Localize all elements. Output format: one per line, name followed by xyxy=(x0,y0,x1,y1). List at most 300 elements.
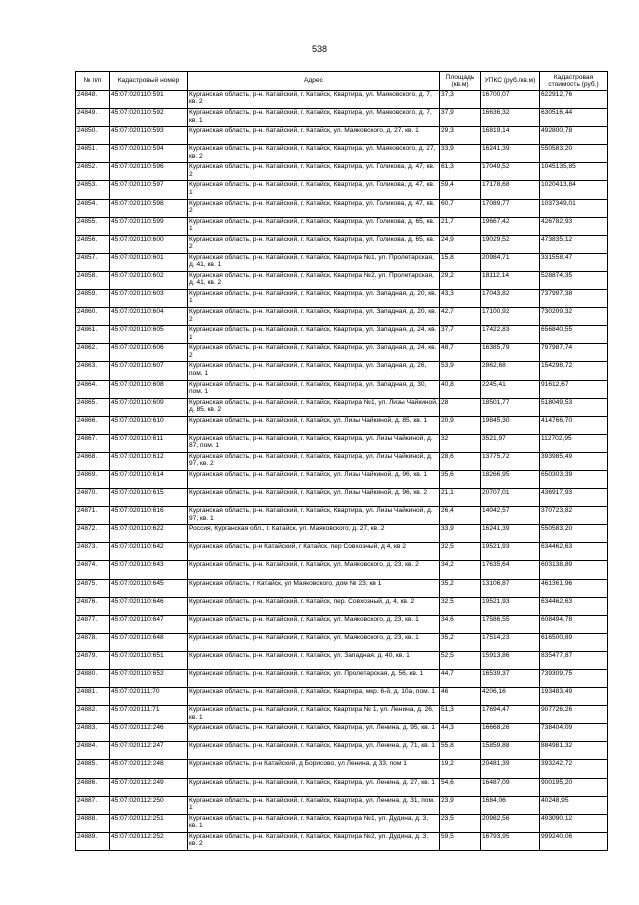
cadastral-cost-cell: 393242,72 xyxy=(540,760,608,778)
cadastral-cost-cell: 426782,93 xyxy=(540,217,608,235)
cadastral-number-cell: 45:07:020112:247 xyxy=(110,742,188,760)
cadastral-number-cell: 45:07:020110:622 xyxy=(110,525,188,543)
cadastral-number-cell: 45:07:020110:609 xyxy=(110,398,188,416)
cadastral-number-cell: 45:07:020110:651 xyxy=(110,651,188,669)
row-number-cell: 24852. xyxy=(76,163,110,181)
cadastral-number-cell: 45:07:020110:598 xyxy=(110,199,188,217)
upks-cell: 18501,77 xyxy=(481,398,540,416)
table-row xyxy=(76,796,608,814)
row-number-cell: 24865. xyxy=(76,398,110,416)
area-cell: 26,4 xyxy=(440,507,481,525)
area-cell: 21,1 xyxy=(440,489,481,507)
area-cell: 35,2 xyxy=(440,579,481,597)
area-cell: 44,7 xyxy=(440,670,481,688)
cadastral-number-cell: 45:07:020110:647 xyxy=(110,615,188,633)
cadastral-number-cell: 45:07:020110:599 xyxy=(110,217,188,235)
cadastral-number-cell: 45:07:020110:593 xyxy=(110,127,188,145)
cadastral-number-cell: 45:07:020110:648 xyxy=(110,633,188,651)
row-number-cell: 24889. xyxy=(76,832,110,850)
row-number-cell: 24857. xyxy=(76,253,110,271)
address-cell: Курганская область, р-н. Катайский, г. Катайск, Квартира №1, ул. Пролетарская, д. 41, кв. 1 xyxy=(188,253,440,271)
table-row xyxy=(76,724,608,742)
cadastral-number-cell: 45:07:020110:612 xyxy=(110,452,188,470)
row-number-cell: 24854. xyxy=(76,199,110,217)
row-number-cell: 24873. xyxy=(76,543,110,561)
row-number-cell: 24875. xyxy=(76,579,110,597)
area-cell: 37,7 xyxy=(440,326,481,344)
header-cadastral-number: Кадастровый номер xyxy=(110,72,188,91)
cadastral-cost-cell: 884981,32 xyxy=(540,742,608,760)
header-cadastral-cost: Кадастровая стоимость (руб.) xyxy=(540,72,608,91)
cadastral-number-cell: 45:07:020112:251 xyxy=(110,814,188,832)
cadastral-cost-cell: 393985,49 xyxy=(540,452,608,470)
address-cell: Курганская область, р-н. Катайский, г. Катайск, Квартира, ул. Ленина, д. 71, кв. 1 xyxy=(188,742,440,760)
address-cell: Курганская область, р-н. Катайский, г. Катайск, ул. Лизы Чайкиной, д. 96, кв. 2 xyxy=(188,489,440,507)
upks-cell: 16241,39 xyxy=(481,525,540,543)
area-cell: 32,5 xyxy=(440,597,481,615)
row-number-cell: 24871. xyxy=(76,507,110,525)
cadastral-number-cell: 45:07:020111:70 xyxy=(110,688,188,706)
cadastral-number-cell: 45:07:020110:594 xyxy=(110,145,188,163)
upks-cell: 17089,77 xyxy=(481,199,540,217)
upks-cell: 17043,82 xyxy=(481,290,540,308)
address-cell: Курганская область, р-н. Катайский, г. Катайск, Квартира №1, ул. Лизы Чайкиной, д. 85, кв. 2 xyxy=(188,398,440,416)
table-row xyxy=(76,163,608,181)
cadastral-cost-cell: 835477,87 xyxy=(540,651,608,669)
address-cell: Курганская область, р-н. Катайский, г. Катайск, Квартира, ул. Западная, д. 20, кв. 2 xyxy=(188,308,440,326)
area-cell: 46 xyxy=(440,688,481,706)
row-number-cell: 24870. xyxy=(76,489,110,507)
row-number-cell: 24855. xyxy=(76,217,110,235)
area-cell: 29,3 xyxy=(440,127,481,145)
table-row xyxy=(76,199,608,217)
cadastral-number-cell: 45:07:020110:606 xyxy=(110,344,188,362)
address-cell: Курганская область, р-н Катайский, г Катайск, пер Совхозный, д 4, кв 2 xyxy=(188,543,440,561)
cadastral-number-cell: 45:07:020110:604 xyxy=(110,308,188,326)
table-row xyxy=(76,434,608,452)
row-number-cell: 24849. xyxy=(76,109,110,127)
upks-cell: 19029,52 xyxy=(481,235,540,253)
cadastral-number-cell: 45:07:020110:642 xyxy=(110,543,188,561)
address-cell: Курганская область, р-н. Катайский, г. Катайск, Квартира, ул. Лизы Чайкиной, д. 97, кв. 2 xyxy=(188,452,440,470)
upks-cell: 13775,72 xyxy=(481,452,540,470)
table-row xyxy=(76,543,608,561)
cadastral-cost-cell: 634462,63 xyxy=(540,597,608,615)
upks-cell: 1684,06 xyxy=(481,796,540,814)
row-number-cell: 24881. xyxy=(76,688,110,706)
table-row xyxy=(76,579,608,597)
cadastral-cost-cell: 461361,96 xyxy=(540,579,608,597)
table-row xyxy=(76,181,608,199)
cadastral-cost-cell: 634462,63 xyxy=(540,543,608,561)
address-cell: Курганская область, р-н Катайский, д Борисово, ул Ленина, д 33, пом 1 xyxy=(188,760,440,778)
cadastral-cost-cell: 622912,76 xyxy=(540,91,608,109)
address-cell: Курганская область, р-н. Катайский, г. Катайск, пер. Совхозный, д. 4, кв. 2 xyxy=(188,597,440,615)
address-cell: Курганская область, р-н. Катайский, г. Катайск, ул. Западная, д. 40, кв. 1 xyxy=(188,651,440,669)
address-cell: Курганская область, р-н. Катайский, г. Катайск, Квартира, ул. Голикова, д. 47, кв. 2 xyxy=(188,199,440,217)
cadastral-number-cell: 45:07:020110:643 xyxy=(110,561,188,579)
row-number-cell: 24860. xyxy=(76,308,110,326)
row-number-cell: 24874. xyxy=(76,561,110,579)
table-row xyxy=(76,507,608,525)
address-cell: Курганская область, р-н. Катайский, г. Катайск, Квартира, ул. Голикова, д. 65, кв. 1 xyxy=(188,217,440,235)
upks-cell: 17635,64 xyxy=(481,561,540,579)
cadastral-cost-cell: 999240,06 xyxy=(540,832,608,850)
area-cell: 19,2 xyxy=(440,760,481,778)
upks-cell: 17514,23 xyxy=(481,633,540,651)
upks-cell: 19667,42 xyxy=(481,217,540,235)
table-row xyxy=(76,109,608,127)
cadastral-cost-cell: 518049,53 xyxy=(540,398,608,416)
address-cell: Курганская область, р-н. Катайский, г. Катайск, Квартира №2, ул. Пролетарская, д. 41, кв. 2 xyxy=(188,271,440,289)
address-cell: Курганская область, р-н. Катайский, г. Катайск, ул. Лизы Чайкиной, д. 96, кв. 1 xyxy=(188,470,440,488)
table-header-row xyxy=(76,72,608,91)
cadastral-number-cell: 45:07:020110:601 xyxy=(110,253,188,271)
table-row xyxy=(76,380,608,398)
header-area: Площадь (кв.м) xyxy=(440,72,481,91)
area-cell: 23,9 xyxy=(440,796,481,814)
cadastral-cost-cell: 730209,32 xyxy=(540,308,608,326)
upks-cell: 18112,14 xyxy=(481,271,540,289)
table-row xyxy=(76,452,608,470)
row-number-cell: 24864. xyxy=(76,380,110,398)
area-cell: 20,9 xyxy=(440,416,481,434)
table-row xyxy=(76,271,608,289)
upks-cell: 15859,88 xyxy=(481,742,540,760)
table-row xyxy=(76,127,608,145)
cadastral-registry-table xyxy=(75,71,608,851)
cadastral-number-cell: 45:07:020110:652 xyxy=(110,670,188,688)
row-number-cell: 24859. xyxy=(76,290,110,308)
cadastral-cost-cell: 331558,47 xyxy=(540,253,608,271)
address-cell: Курганская область, р-н. Катайский, г. Катайск, Квартира, ул. Ленина, д. 27, кв. 1 xyxy=(188,778,440,796)
upks-cell: 17694,47 xyxy=(481,706,540,724)
area-cell: 60,7 xyxy=(440,199,481,217)
cadastral-cost-cell: 739309,75 xyxy=(540,670,608,688)
upks-cell: 19845,30 xyxy=(481,416,540,434)
upks-cell: 17178,68 xyxy=(481,181,540,199)
area-cell: 32 xyxy=(440,434,481,452)
row-number-cell: 24878. xyxy=(76,633,110,651)
table-row xyxy=(76,398,608,416)
address-cell: Курганская область, р-н. Катайский, г. Катайск, Квартира №2, ул. Дудина, д. 3, кв. 2 xyxy=(188,832,440,850)
cadastral-cost-cell: 616500,89 xyxy=(540,633,608,651)
cadastral-cost-cell: 492800,78 xyxy=(540,127,608,145)
address-cell: Курганская область, р-н. Катайский, г. Катайск, Квартира № 1, ул. Ленина, д. 26, кв. 1 xyxy=(188,706,440,724)
area-cell: 59,5 xyxy=(440,832,481,850)
cadastral-number-cell: 45:07:020110:605 xyxy=(110,326,188,344)
table-row xyxy=(76,706,608,724)
upks-cell: 17100,92 xyxy=(481,308,540,326)
table-row xyxy=(76,742,608,760)
area-cell: 21,7 xyxy=(440,217,481,235)
cadastral-number-cell: 45:07:020111:71 xyxy=(110,706,188,724)
cadastral-number-cell: 45:07:020112:249 xyxy=(110,778,188,796)
row-number-cell: 24866. xyxy=(76,416,110,434)
row-number-cell: 24886. xyxy=(76,778,110,796)
cadastral-number-cell: 45:07:020110:646 xyxy=(110,597,188,615)
cadastral-number-cell: 45:07:020110:614 xyxy=(110,470,188,488)
area-cell: 51,3 xyxy=(440,706,481,724)
cadastral-number-cell: 45:07:020112:250 xyxy=(110,796,188,814)
area-cell: 28,6 xyxy=(440,452,481,470)
table-row xyxy=(76,145,608,163)
cadastral-cost-cell: 900195,20 xyxy=(540,778,608,796)
area-cell: 35,6 xyxy=(440,470,481,488)
address-cell: Курганская область, р-н. Катайский, г. Катайск, Квартира, ул. Голикова, д. 65, кв. 2 xyxy=(188,235,440,253)
table-row xyxy=(76,814,608,832)
cadastral-cost-cell: 370723,82 xyxy=(540,507,608,525)
cadastral-number-cell: 45:07:020110:616 xyxy=(110,507,188,525)
row-number-cell: 24869. xyxy=(76,470,110,488)
upks-cell: 15913,86 xyxy=(481,651,540,669)
cadastral-number-cell: 45:07:020110:607 xyxy=(110,362,188,380)
area-cell: 53,9 xyxy=(440,362,481,380)
cadastral-number-cell: 45:07:020110:600 xyxy=(110,235,188,253)
row-number-cell: 24848. xyxy=(76,91,110,109)
area-cell: 55,8 xyxy=(440,742,481,760)
row-number-cell: 24888. xyxy=(76,814,110,832)
area-cell: 43,3 xyxy=(440,290,481,308)
cadastral-number-cell: 45:07:020110:615 xyxy=(110,489,188,507)
address-cell: Курганская область, р-н. Катайский, г. Катайск, ул. Маяковского, д. 23, кв. 1 xyxy=(188,633,440,651)
area-cell: 52,5 xyxy=(440,651,481,669)
cadastral-number-cell: 45:07:020110:610 xyxy=(110,416,188,434)
area-cell: 33,9 xyxy=(440,525,481,543)
row-number-cell: 24876. xyxy=(76,597,110,615)
cadastral-number-cell: 45:07:020110:603 xyxy=(110,290,188,308)
address-cell: Курганская область, р-н. Катайский, г. Катайск, Квартира, мкр. 6-й, д. 10а, пом. 1 xyxy=(188,688,440,706)
table-row xyxy=(76,688,608,706)
upks-cell: 19521,93 xyxy=(481,543,540,561)
table-row xyxy=(76,561,608,579)
cadastral-cost-cell: 436917,93 xyxy=(540,489,608,507)
upks-cell: 16819,14 xyxy=(481,127,540,145)
upks-cell: 16487,09 xyxy=(481,778,540,796)
address-cell: Курганская область, р-н. Катайский, г. Катайск, Квартира, ул. Западная, д. 26, пом. 1 xyxy=(188,362,440,380)
cadastral-cost-cell: 1045135,85 xyxy=(540,163,608,181)
table-row xyxy=(76,832,608,850)
row-number-cell: 24867. xyxy=(76,434,110,452)
area-cell: 54,6 xyxy=(440,778,481,796)
address-cell: Курганская область, р-н. Катайский, г. Катайск, ул. Маяковского, д. 23, кв. 1 xyxy=(188,615,440,633)
address-cell: Курганская область, р-н. Катайский, г. Катайск, Квартира, ул. Ленина, д. 95, кв. 1 xyxy=(188,724,440,742)
table-row xyxy=(76,416,608,434)
address-cell: Курганская область, р-н. Катайский, г. Катайск, Квартира, ул. Ленина, д. 31, пом. 1 xyxy=(188,796,440,814)
row-number-cell: 24851. xyxy=(76,145,110,163)
upks-cell: 17586,55 xyxy=(481,615,540,633)
cadastral-number-cell: 45:07:020110:597 xyxy=(110,181,188,199)
address-cell: Курганская область, р-н. Катайский, г. Катайск, Квартира, ул. Лизы Чайкиной, д. 97, кв. 1 xyxy=(188,507,440,525)
area-cell: 34,6 xyxy=(440,615,481,633)
upks-cell: 20707,01 xyxy=(481,489,540,507)
cadastral-number-cell: 45:07:020110:591 xyxy=(110,91,188,109)
row-number-cell: 24879. xyxy=(76,651,110,669)
upks-cell: 17049,52 xyxy=(481,163,540,181)
cadastral-cost-cell: 738404,09 xyxy=(540,724,608,742)
address-cell: Курганская область, р-н. Катайский, г. Катайск, ул. Маяковского, д. 27, кв. 1 xyxy=(188,127,440,145)
cadastral-number-cell: 45:07:020110:602 xyxy=(110,271,188,289)
table-row xyxy=(76,253,608,271)
table-body xyxy=(76,91,608,851)
cadastral-number-cell: 45:07:020112:246 xyxy=(110,724,188,742)
upks-cell: 17422,83 xyxy=(481,326,540,344)
table-row xyxy=(76,308,608,326)
table-row xyxy=(76,344,608,362)
row-number-cell: 24868. xyxy=(76,452,110,470)
header-upks: УПКС (руб./кв.м) xyxy=(481,72,540,91)
cadastral-cost-cell: 656840,55 xyxy=(540,326,608,344)
area-cell: 34,2 xyxy=(440,561,481,579)
table-row xyxy=(76,670,608,688)
row-number-cell: 24862. xyxy=(76,344,110,362)
upks-cell: 16241,39 xyxy=(481,145,540,163)
row-number-cell: 24861. xyxy=(76,326,110,344)
header-num: № п/п xyxy=(76,72,110,91)
upks-cell: 16385,79 xyxy=(481,344,540,362)
address-cell: Курганская область, р-н. Катайский, г. Катайск, Квартира, ул. Лизы Чайкиной, д. 87, пом. 1 xyxy=(188,434,440,452)
upks-cell: 19521,93 xyxy=(481,597,540,615)
upks-cell: 4206,16 xyxy=(481,688,540,706)
address-cell: Курганская область, г Катайск, ул Маяковского, дом № 23, кв 1 xyxy=(188,579,440,597)
address-cell: Курганская область, р-н. Катайский, г. Катайск, Квартира, ул. Западная, д. 20, кв. 1 xyxy=(188,290,440,308)
table-row xyxy=(76,760,608,778)
cadastral-cost-cell: 737997,38 xyxy=(540,290,608,308)
area-cell: 35,2 xyxy=(440,633,481,651)
address-cell: Курганская область, р-н. Катайский, г. Катайск, Квартира, ул. Западная, д. 30, пом. 1 xyxy=(188,380,440,398)
table-row xyxy=(76,615,608,633)
row-number-cell: 24850. xyxy=(76,127,110,145)
cadastral-number-cell: 45:07:020110:645 xyxy=(110,579,188,597)
cadastral-cost-cell: 91612,67 xyxy=(540,380,608,398)
row-number-cell: 24884. xyxy=(76,742,110,760)
area-cell: 44,3 xyxy=(440,724,481,742)
cadastral-cost-cell: 40248,95 xyxy=(540,796,608,814)
cadastral-cost-cell: 603138,89 xyxy=(540,561,608,579)
upks-cell: 2862,68 xyxy=(481,362,540,380)
upks-cell: 20984,71 xyxy=(481,253,540,271)
table-row xyxy=(76,235,608,253)
cadastral-cost-cell: 414766,70 xyxy=(540,416,608,434)
row-number-cell: 24853. xyxy=(76,181,110,199)
row-number-cell: 24880. xyxy=(76,670,110,688)
upks-cell: 16539,37 xyxy=(481,670,540,688)
upks-cell: 3521,97 xyxy=(481,434,540,452)
address-cell: Курганская область, р-н. Катайский, г. Катайск, Квартира, ул. Маяковского, д. 7, кв. 1 xyxy=(188,109,440,127)
area-cell: 48,7 xyxy=(440,344,481,362)
area-cell: 33,9 xyxy=(440,145,481,163)
area-cell: 37,3 xyxy=(440,91,481,109)
area-cell: 37,9 xyxy=(440,109,481,127)
area-cell: 59,4 xyxy=(440,181,481,199)
cadastral-cost-cell: 797987,74 xyxy=(540,344,608,362)
cadastral-cost-cell: 112702,95 xyxy=(540,434,608,452)
area-cell: 15,8 xyxy=(440,253,481,271)
address-cell: Курганская область, р-н. Катайский, г. Катайск, ул. Лизы Чайкиной, д. 85, кв. 1 xyxy=(188,416,440,434)
table-row xyxy=(76,651,608,669)
table-row xyxy=(76,217,608,235)
address-cell: Курганская область, р-н. Катайский, г. Катайск, ул. Пролетарская, д. 56, кв. 1 xyxy=(188,670,440,688)
cadastral-cost-cell: 154298,72 xyxy=(540,362,608,380)
row-number-cell: 24872. xyxy=(76,525,110,543)
cadastral-cost-cell: 608494,78 xyxy=(540,615,608,633)
cadastral-cost-cell: 907726,26 xyxy=(540,706,608,724)
row-number-cell: 24877. xyxy=(76,615,110,633)
cadastral-cost-cell: 1037349,01 xyxy=(540,199,608,217)
address-cell: Курганская область, р-н. Катайский, г. Катайск, Квартира №1, ул. Дудина, д. 3, кв. 1 xyxy=(188,814,440,832)
address-cell: Курганская область, р-н. Катайский, г. Катайск, Квартира, ул. Западная, д. 24, кв. 2 xyxy=(188,344,440,362)
cadastral-number-cell: 45:07:020112:248 xyxy=(110,760,188,778)
row-number-cell: 24858. xyxy=(76,271,110,289)
cadastral-number-cell: 45:07:020112:252 xyxy=(110,832,188,850)
table-row xyxy=(76,597,608,615)
table-row xyxy=(76,362,608,380)
row-number-cell: 24883. xyxy=(76,724,110,742)
cadastral-cost-cell: 473835,12 xyxy=(540,235,608,253)
cadastral-number-cell: 45:07:020110:608 xyxy=(110,380,188,398)
address-cell: Курганская область, р-н. Катайский, г. Катайск, Квартира, ул. Голикова, д. 47, кв. 1 xyxy=(188,181,440,199)
area-cell: 42,7 xyxy=(440,308,481,326)
upks-cell: 2245,41 xyxy=(481,380,540,398)
area-cell: 40,8 xyxy=(440,380,481,398)
address-cell: Курганская область, р-н. Катайский, г. Катайск, ул. Маяковского, д. 23, кв. 2 xyxy=(188,561,440,579)
row-number-cell: 24887. xyxy=(76,796,110,814)
area-cell: 23,5 xyxy=(440,814,481,832)
area-cell: 32,5 xyxy=(440,543,481,561)
header-address: Адрес xyxy=(188,72,440,91)
cadastral-number-cell: 45:07:020110:596 xyxy=(110,163,188,181)
table-row xyxy=(76,470,608,488)
upks-cell: 14042,57 xyxy=(481,507,540,525)
table-row xyxy=(76,525,608,543)
cadastral-number-cell: 45:07:020110:611 xyxy=(110,434,188,452)
upks-cell: 13106,87 xyxy=(481,579,540,597)
cadastral-cost-cell: 550583,20 xyxy=(540,525,608,543)
address-cell: Курганская область, р-н. Катайский, г. Катайск, Квартира, ул. Маяковского, д. 7, кв. 2 xyxy=(188,91,440,109)
upks-cell: 18266,95 xyxy=(481,470,540,488)
cadastral-cost-cell: 650303,39 xyxy=(540,470,608,488)
row-number-cell: 24882. xyxy=(76,706,110,724)
table-row xyxy=(76,326,608,344)
upks-cell: 16793,95 xyxy=(481,832,540,850)
cadastral-cost-cell: 630516,44 xyxy=(540,109,608,127)
cadastral-cost-cell: 193483,49 xyxy=(540,688,608,706)
address-cell: Курганская область, р-н. Катайский, г. Катайск, Квартира, ул. Маяковского, д. 27, кв. 2 xyxy=(188,145,440,163)
area-cell: 24,9 xyxy=(440,235,481,253)
table-row xyxy=(76,290,608,308)
upks-cell: 20481,39 xyxy=(481,760,540,778)
table-row xyxy=(76,489,608,507)
address-cell: Курганская область, р-н. Катайский, г. Катайск, Квартира, ул. Голикова, д. 47, кв. 2 xyxy=(188,163,440,181)
cadastral-number-cell: 45:07:020110:592 xyxy=(110,109,188,127)
upks-cell: 16636,32 xyxy=(481,109,540,127)
table-row xyxy=(76,633,608,651)
table-row xyxy=(76,91,608,109)
area-cell: 61,3 xyxy=(440,163,481,181)
area-cell: 29,2 xyxy=(440,271,481,289)
cadastral-cost-cell: 550583,20 xyxy=(540,145,608,163)
cadastral-cost-cell: 1020413,84 xyxy=(540,181,608,199)
row-number-cell: 24856. xyxy=(76,235,110,253)
area-cell: 28 xyxy=(440,398,481,416)
row-number-cell: 24863. xyxy=(76,362,110,380)
upks-cell: 16700,07 xyxy=(481,91,540,109)
upks-cell: 16668,26 xyxy=(481,724,540,742)
cadastral-cost-cell: 528874,35 xyxy=(540,271,608,289)
table-row xyxy=(76,778,608,796)
row-number-cell: 24885. xyxy=(76,760,110,778)
upks-cell: 20982,56 xyxy=(481,814,540,832)
